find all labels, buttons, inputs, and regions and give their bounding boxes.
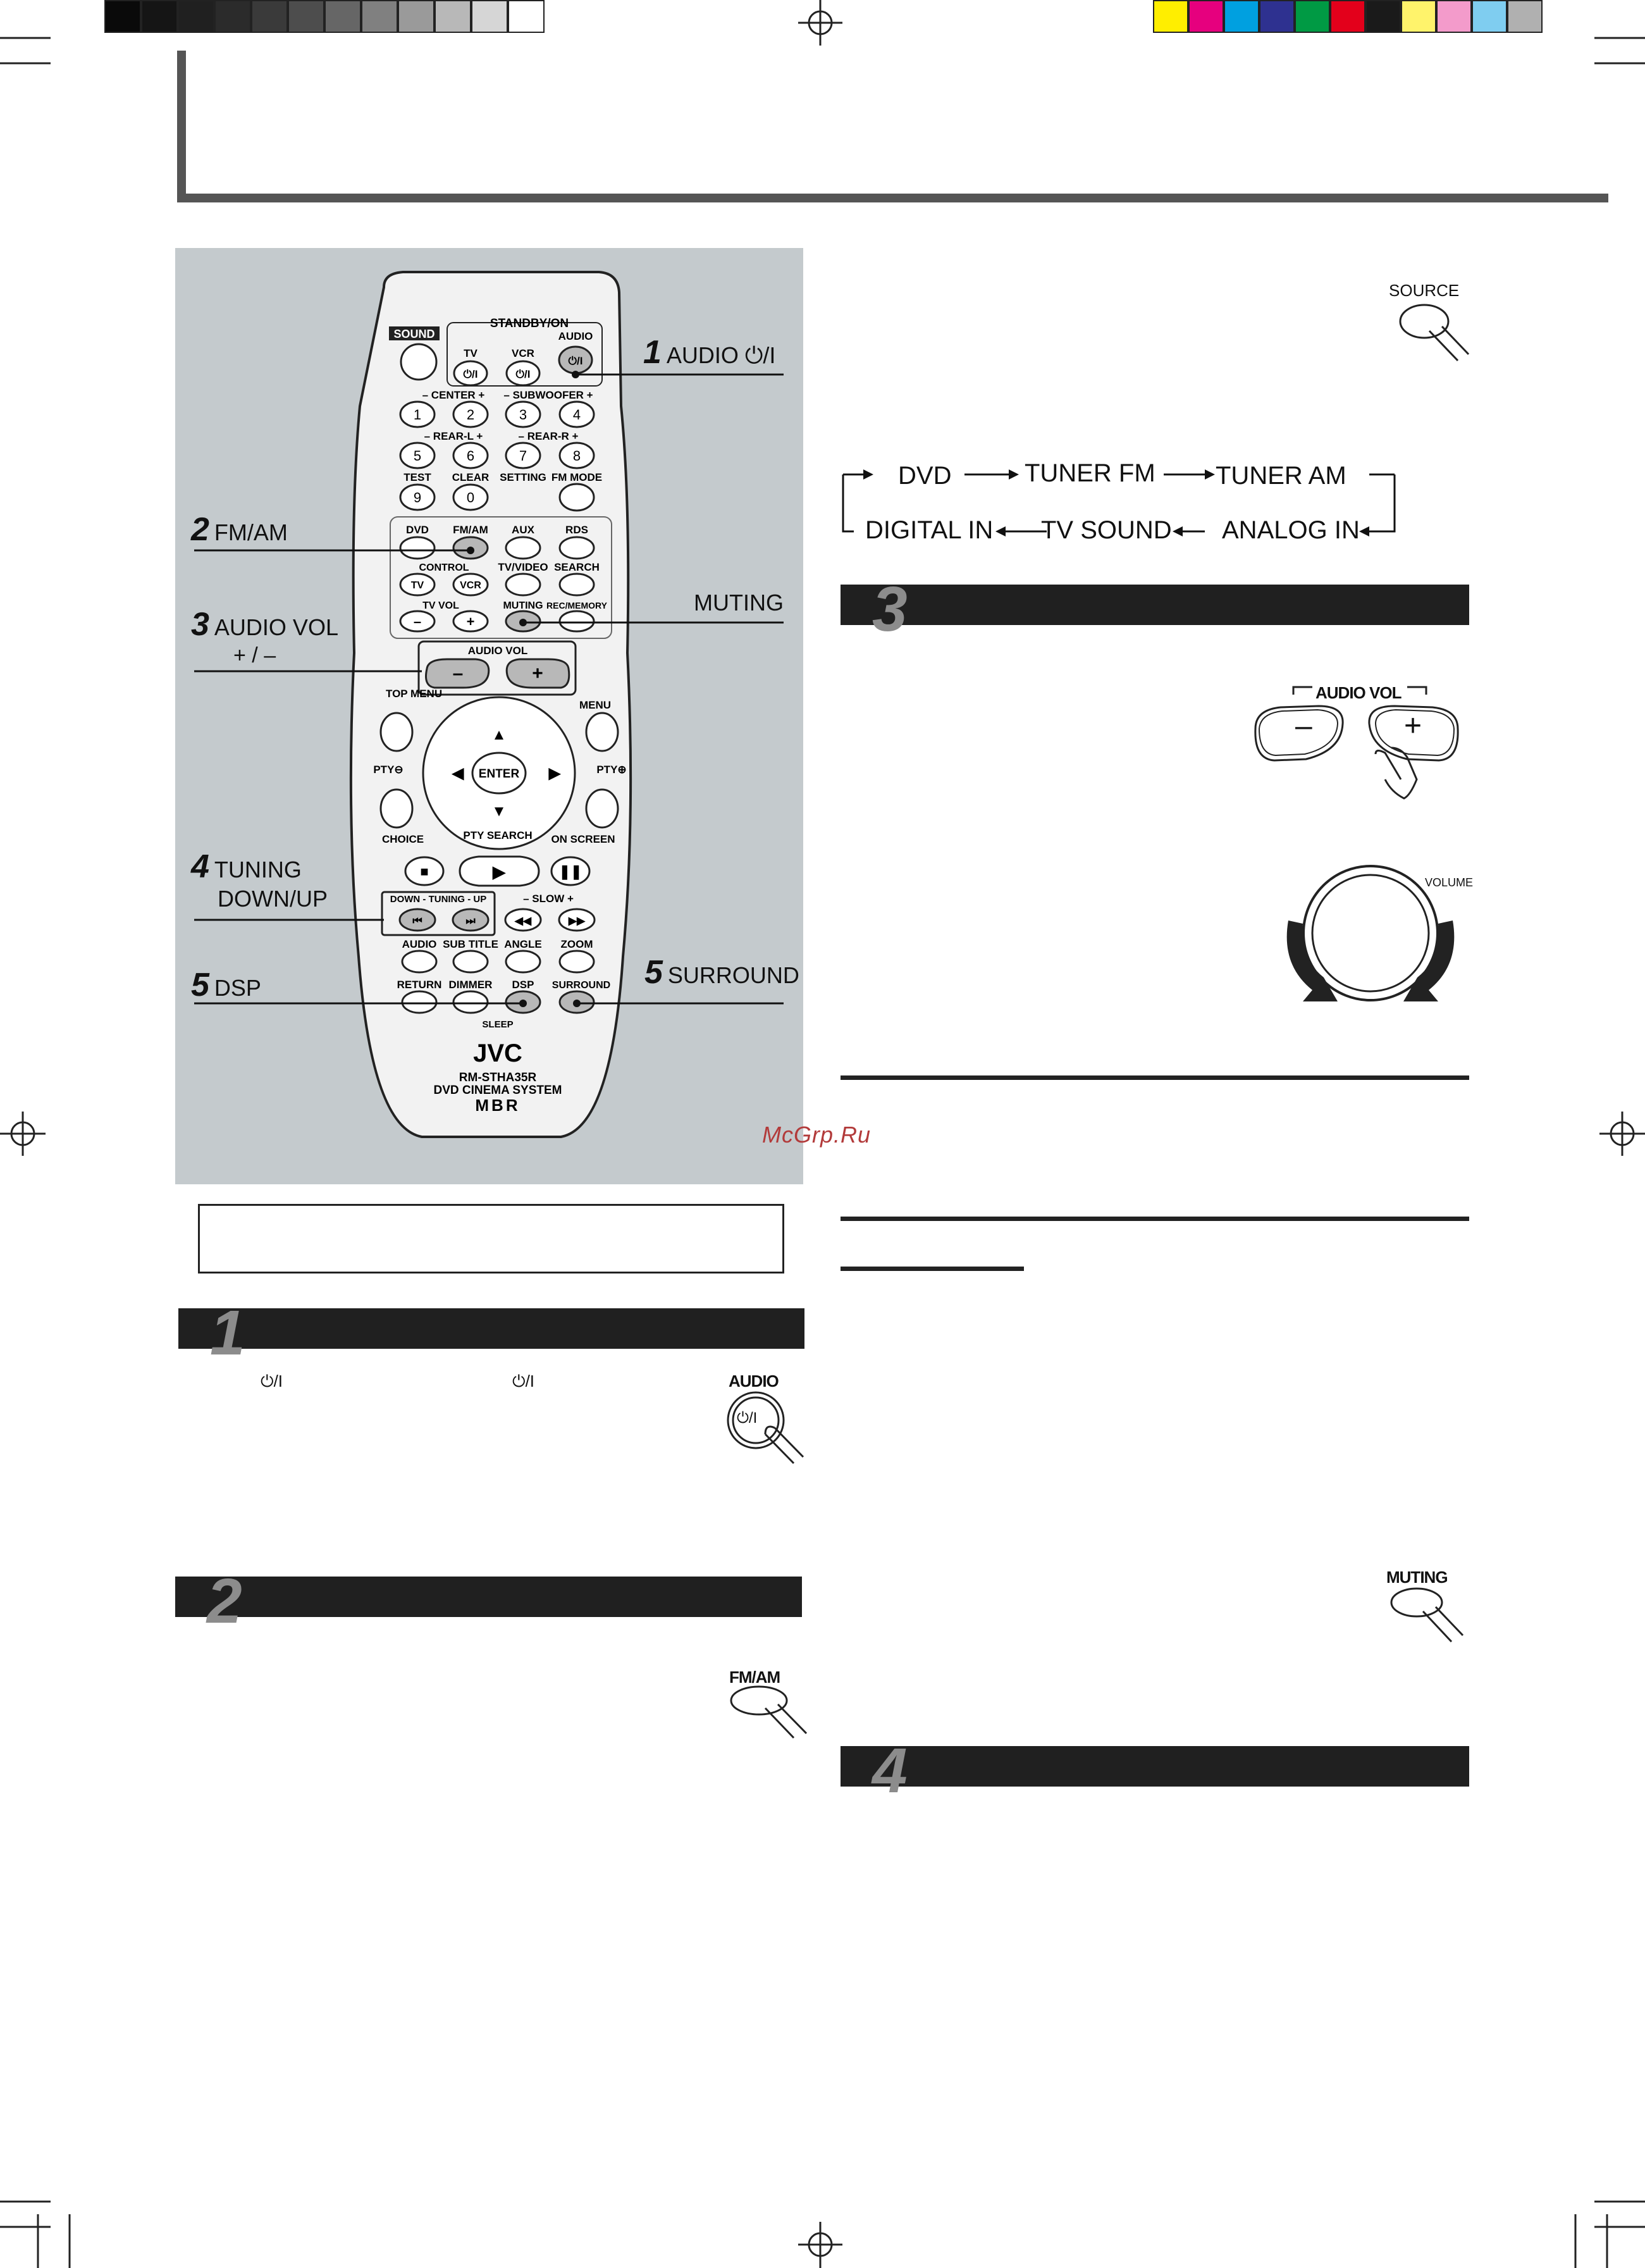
aux-label: AUX <box>512 524 534 536</box>
volume-knob-illustration <box>1274 864 1464 1022</box>
volume-knob-label: VOLUME <box>1425 876 1474 889</box>
control-vcr-label: VCR <box>460 580 481 591</box>
audio-vol-plus-symbol: + <box>1404 709 1422 743</box>
pty-search-label: PTY SEARCH <box>463 829 533 841</box>
menu-label: MENU <box>579 699 612 711</box>
section-rule-1 <box>841 1075 1469 1080</box>
digit-label-1: 1 <box>413 407 422 423</box>
step-3-bar <box>841 574 1469 645</box>
rec-memory-button[interactable] <box>560 611 594 631</box>
step-1-bar <box>178 1298 804 1368</box>
vcr-power-label: ⏻/I <box>515 368 531 380</box>
standby-label: STANDBY/ON <box>490 317 569 330</box>
audio-power-symbol: ⏻/I <box>737 1410 758 1427</box>
tv-vol-label: TV VOL <box>422 600 459 611</box>
rds-button[interactable] <box>560 537 594 559</box>
fmam-button-illustration <box>727 1684 816 1747</box>
muting-button-label: MUTING <box>1386 1568 1448 1587</box>
step-1-power-symbol-b: ⏻/I <box>512 1372 535 1391</box>
top-menu-label: TOP MENU <box>386 688 443 700</box>
step-4-bar <box>841 1735 1469 1806</box>
callout-muting: MUTING <box>694 590 784 616</box>
control-tv-label: TV <box>410 580 424 591</box>
arrow-up-icon: ▲ <box>491 726 507 743</box>
header-rule-left <box>177 51 186 202</box>
flow-tuner-fm: TUNER FM <box>1025 459 1155 487</box>
step-2-bar <box>175 1566 802 1637</box>
digit-label-4: 4 <box>572 407 581 423</box>
step-3-number: 3 <box>872 574 908 645</box>
note-box <box>198 1204 784 1273</box>
setting-label: SETTING <box>500 471 546 483</box>
audio-label: AUDIO <box>558 330 593 342</box>
digit-label-3: 3 <box>519 407 527 423</box>
pty-minus-label: PTY⊖ <box>373 764 404 776</box>
digit-label-7: 7 <box>519 448 527 464</box>
digit-label-8: 8 <box>572 448 581 464</box>
digit-label-0: 0 <box>466 490 475 505</box>
flow-digital-in: DIGITAL IN <box>865 516 994 544</box>
enter-label: ENTER <box>478 767 520 781</box>
step-4-number: 4 <box>872 1735 908 1806</box>
choice-button[interactable] <box>381 790 412 827</box>
dimmer-label: DIMMER <box>448 979 493 991</box>
center-label: – CENTER + <box>422 389 485 401</box>
watermark: McGrp.Ru <box>762 1122 872 1148</box>
source-button-illustration <box>1398 302 1474 372</box>
search-label: SEARCH <box>554 561 600 573</box>
clear-label: CLEAR <box>452 471 490 483</box>
source-button-label: SOURCE <box>1389 281 1460 300</box>
digit-label-2: 2 <box>466 407 475 423</box>
callout-tuning: 4 TUNING DOWN/UP <box>191 848 328 912</box>
on-screen-button[interactable] <box>586 790 618 827</box>
mbr-logo: MBR <box>475 1096 521 1115</box>
slow-label: – SLOW + <box>523 893 574 905</box>
dimmer-button[interactable] <box>453 991 488 1013</box>
choice-label: CHOICE <box>381 833 424 845</box>
rewind-icon: ◀◀ <box>514 915 532 927</box>
audio-power-button-illustration <box>721 1389 810 1471</box>
audio-vol-label-remote: AUDIO VOL <box>467 645 528 657</box>
aux-button[interactable] <box>506 537 540 559</box>
rear-r-label: – REAR-R + <box>518 430 579 442</box>
callout-tuning-sub: DOWN/UP <box>218 886 328 912</box>
step-1-power-symbol-a: ⏻/I <box>261 1372 283 1391</box>
section-rule-2 <box>841 1217 1469 1221</box>
system-label: DVD CINEMA SYSTEM <box>433 1084 562 1097</box>
skip-back-icon: ⏮ <box>412 915 422 927</box>
subtitle-button[interactable] <box>453 951 488 972</box>
on-screen-label: ON SCREEN <box>551 833 615 845</box>
model-label: RM-STHA35R <box>459 1071 537 1084</box>
zoom-label: ZOOM <box>560 938 593 950</box>
audio2-button[interactable] <box>402 951 436 972</box>
tv-power-label: ⏻/I <box>463 368 478 380</box>
section-rule-short <box>841 1267 1024 1271</box>
remote-illustration-panel <box>175 248 803 1184</box>
audio-vol-buttons-illustration <box>1249 685 1477 805</box>
muting-label-remote: MUTING <box>503 600 543 611</box>
audio-vol-button-label: AUDIO VOL <box>1315 683 1402 702</box>
digit-label-6: 6 <box>466 448 475 464</box>
callout-fmam: 2 FM/AM <box>191 511 288 548</box>
rec-memory-label: REC/MEMORY <box>546 600 607 610</box>
return-label: RETURN <box>397 979 442 991</box>
jvc-logo: JVC <box>473 1039 522 1067</box>
fm-mode-label: FM MODE <box>551 471 603 483</box>
step-1-number: 1 <box>210 1298 245 1368</box>
angle-label: ANGLE <box>504 938 542 950</box>
audio-vol-plus-label-remote: + <box>532 663 543 684</box>
dvd-button[interactable] <box>400 537 434 559</box>
flow-analog-in: ANALOG IN <box>1222 516 1360 544</box>
flow-dvd: DVD <box>898 462 952 490</box>
tuning-label: DOWN - TUNING - UP <box>390 894 487 905</box>
skip-forward-icon: ⏭ <box>465 915 476 927</box>
fmam-button-label: FM/AM <box>729 1668 780 1687</box>
sleep-label: SLEEP <box>482 1019 514 1030</box>
stop-icon: ■ <box>420 864 429 879</box>
callout-audio-vol-sub: + / – <box>233 643 276 667</box>
surround-label-remote: SURROUND <box>551 980 611 991</box>
arrow-down-icon: ▼ <box>491 803 507 820</box>
rds-label: RDS <box>565 524 588 536</box>
tv-label: TV <box>464 347 477 359</box>
test-label: TEST <box>404 471 431 483</box>
callout-audio-vol: 3 AUDIO VOL + / – <box>191 606 338 667</box>
tv-video-button[interactable] <box>506 574 540 595</box>
step-2-number: 2 <box>207 1566 242 1637</box>
tv-vol-plus-label: + <box>466 614 475 629</box>
return-button[interactable] <box>402 991 436 1013</box>
sound-button[interactable] <box>401 344 436 380</box>
subtitle-label: SUB TITLE <box>443 938 498 950</box>
callout-surround: 5 SURROUND <box>644 954 799 991</box>
dvd-label: DVD <box>406 524 429 536</box>
control-label: CONTROL <box>419 562 469 573</box>
arrow-right-icon: ▶ <box>548 765 561 782</box>
tv-vol-minus-label: – <box>413 614 422 629</box>
play-icon: ▶ <box>493 862 505 881</box>
pause-icon: ❚❚ <box>558 864 582 879</box>
top-menu-button[interactable] <box>381 713 412 751</box>
callout-audio-power: 1 AUDIO ⏻/I <box>643 334 776 371</box>
zoom-button[interactable] <box>560 951 594 972</box>
audio2-label: AUDIO <box>402 938 437 950</box>
digit-label-5: 5 <box>413 448 422 464</box>
tv-video-label: TV/VIDEO <box>498 561 548 573</box>
remote-control <box>175 248 803 1184</box>
fast-forward-icon: ▶▶ <box>568 915 586 927</box>
pty-plus-label: PTY⊕ <box>596 764 627 776</box>
rear-l-label: – REAR-L + <box>424 430 483 442</box>
vcr-label: VCR <box>512 347 534 359</box>
audio-power-label: ⏻/I <box>568 355 583 367</box>
audio-vol-minus-label-remote: – <box>452 663 464 684</box>
angle-button[interactable] <box>506 951 540 972</box>
subwoofer-label: – SUBWOOFER + <box>503 389 593 401</box>
muting-button-illustration <box>1388 1585 1477 1654</box>
flow-tuner-am: TUNER AM <box>1216 462 1346 490</box>
callout-dsp: 5 DSP <box>191 967 261 1003</box>
audio-button-label: AUDIO <box>729 1372 779 1391</box>
fmam-label: FM/AM <box>453 524 488 536</box>
dsp-label-remote: DSP <box>512 979 534 991</box>
search-button[interactable] <box>560 574 594 595</box>
header-rule-bottom <box>177 194 1608 202</box>
flow-tv-sound: TV SOUND <box>1041 516 1172 544</box>
sound-label: SOUND <box>393 328 435 340</box>
arrow-left-icon: ◀ <box>452 765 464 782</box>
menu-button[interactable] <box>586 713 618 751</box>
digit-label-9: 9 <box>413 490 422 505</box>
fm-mode-button[interactable] <box>560 484 594 511</box>
audio-vol-minus-symbol: – <box>1295 709 1312 743</box>
